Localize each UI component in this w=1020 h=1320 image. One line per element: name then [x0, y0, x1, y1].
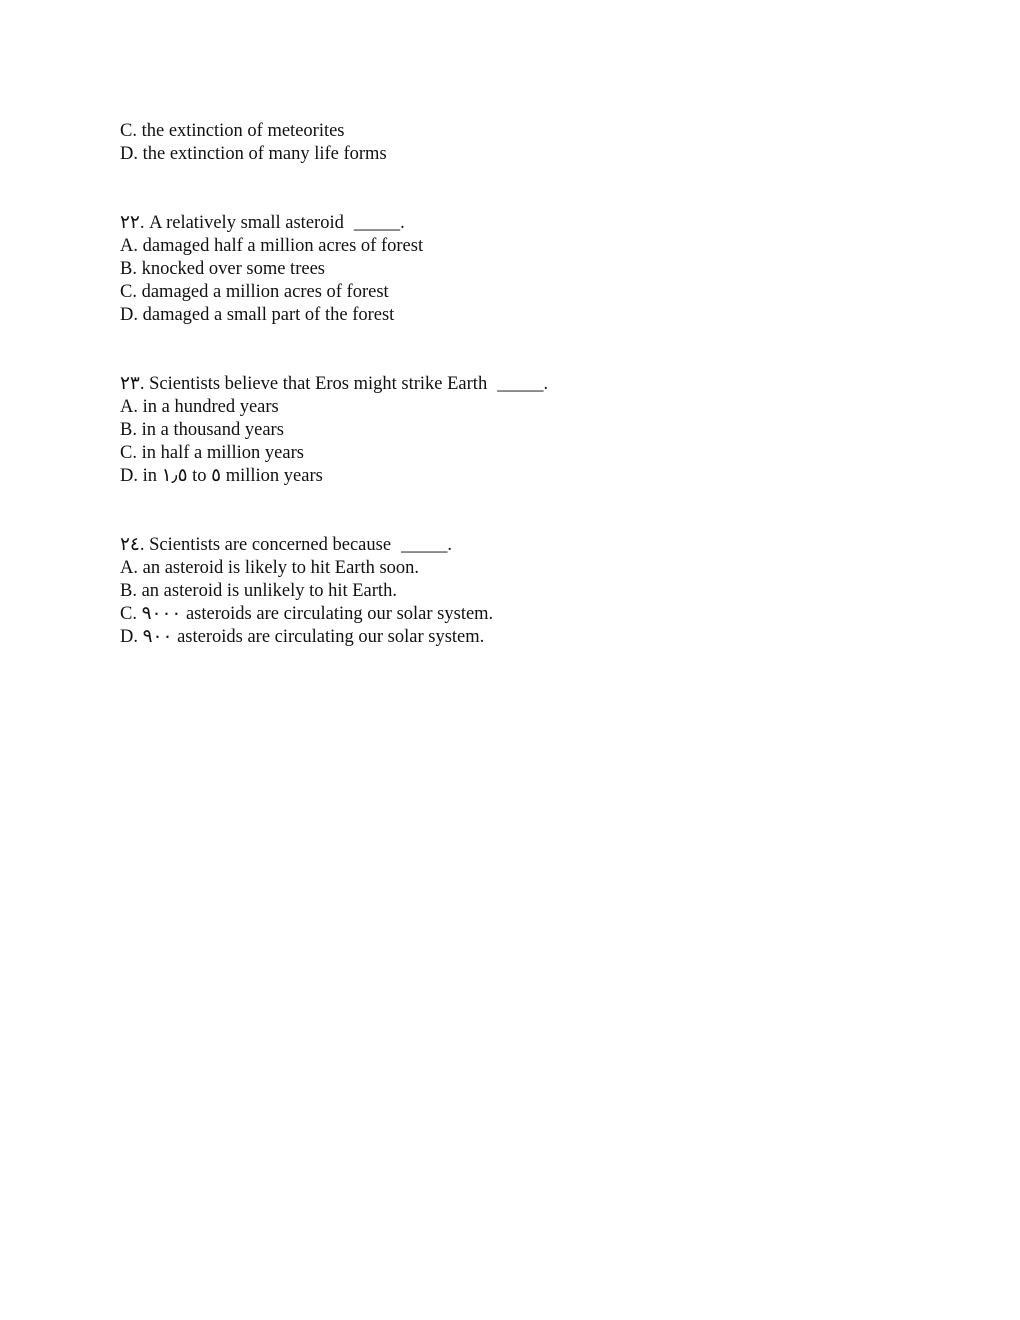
question-text: . Scientists believe that Eros might strike Earth [139, 374, 488, 394]
question-23 [120, 373, 920, 488]
option-a: A. in a hundred years [120, 397, 279, 417]
question-21-continuation [120, 120, 920, 166]
question-number: ٢٤ [120, 535, 140, 555]
option-a: A. an asteroid is likely to hit Earth soon. [120, 558, 420, 578]
option-d: D. damaged a small part of the forest [120, 305, 395, 325]
option-b: B. knocked over some trees [120, 259, 325, 279]
question-22 [120, 212, 920, 327]
question-24 [120, 534, 920, 649]
question-text: . Scientists are concerned because [139, 535, 392, 555]
option-c: C. the extinction of meteorites [120, 121, 345, 141]
question-stem [120, 373, 920, 396]
question-text: . A relatively small asteroid [139, 213, 344, 233]
option-c: C. ٩٠٠٠ asteroids are circulating our solar system. [120, 604, 494, 624]
question-number: ٢٣ [120, 374, 140, 394]
question-stem [120, 534, 920, 557]
option-d: D. in ١٫٥ to ٥ million years [120, 466, 323, 486]
answer-blank: _____. [353, 213, 405, 233]
option-a: A. damaged half a million acres of forest [120, 236, 424, 256]
option-c: C. in half a million years [120, 443, 304, 463]
answer-blank: _____. [497, 374, 549, 394]
option-c: C. damaged a million acres of forest [120, 282, 389, 302]
option-b: B. an asteroid is unlikely to hit Earth. [120, 581, 397, 601]
question-stem [120, 212, 920, 235]
option-b: B. in a thousand years [120, 420, 284, 440]
option-d: D. ٩٠٠ asteroids are circulating our solar system. [120, 627, 485, 647]
option-d: D. the extinction of many life forms [120, 144, 387, 164]
question-number: ٢٢ [120, 213, 140, 233]
answer-blank: _____. [401, 535, 452, 555]
